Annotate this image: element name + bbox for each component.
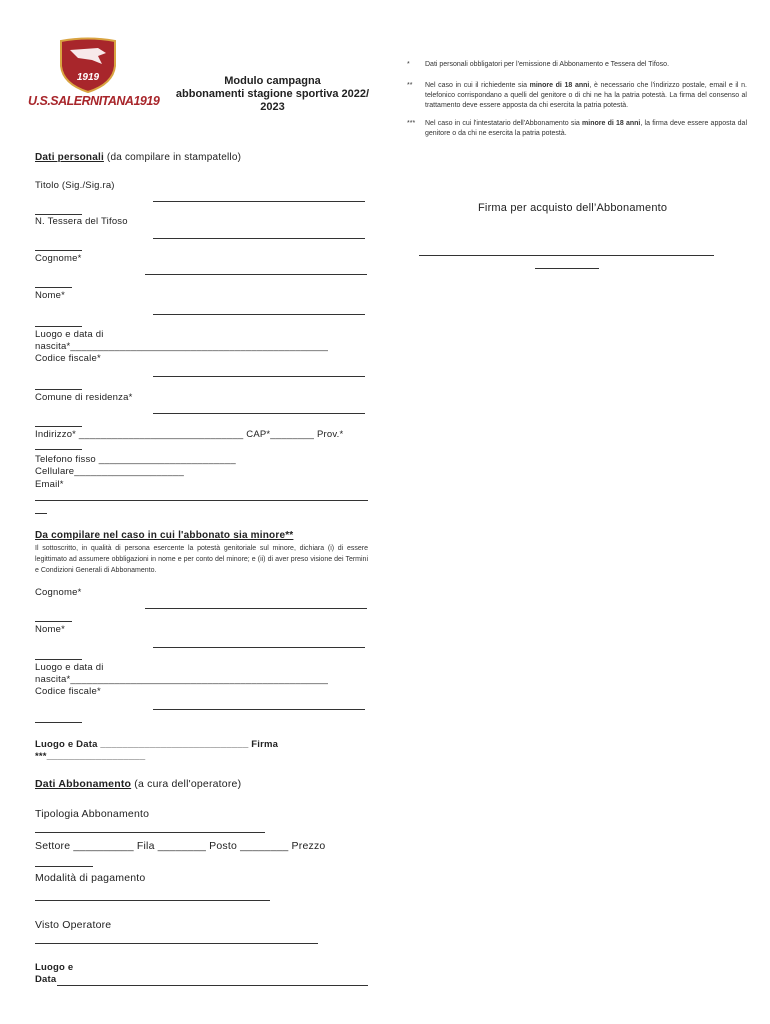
modalita-label: Modalità di pagamento (35, 872, 146, 884)
field-line (35, 449, 82, 450)
email-label: Email* (35, 479, 64, 490)
nome-label: Nome* (35, 290, 66, 301)
tipologia-label: Tipologia Abbonamento (35, 808, 150, 820)
field-line (35, 659, 82, 660)
tipologia-field[interactable] (35, 832, 265, 833)
minor-firma-field[interactable]: ***__________________ (35, 751, 146, 762)
note-text: Dati personali obbligatori per l'emissione di Abbonamento e Tessera del Tifoso. (425, 61, 670, 68)
minor-paragraph: Il sottoscritto, in qualità di persona esercente la potestà genitoriale sul minore, dichiara (i) di essere legittimato ad assumere obbligazioni in nome e per conto del minore; e (ii) di aver preso visione dei Termini e Condizioni Generali di Abbonamento. (35, 545, 368, 574)
sub-luogo-data-field[interactable] (57, 985, 368, 986)
nome-field[interactable] (153, 314, 365, 315)
minor-nome-field[interactable] (153, 647, 365, 648)
field-line (35, 621, 72, 622)
club-wordmark: U.S.SALERNITANA1919 (28, 94, 160, 108)
minor-luogo-data-field[interactable]: Luogo e Data ___________________________ Firma (35, 739, 279, 750)
signature-label: Firma per acquisto dell’Abbonamento (478, 202, 668, 214)
prezzo-field[interactable] (35, 866, 93, 867)
luogo-nascita-label: Luogo e data di (35, 329, 104, 340)
visto-label: Visto Operatore (35, 919, 112, 931)
codice-fiscale-label: Codice fiscale* (35, 353, 101, 364)
personal-heading: Dati personali (da compilare in stampatello) (35, 152, 242, 163)
field-line (35, 250, 82, 251)
sub-data-label: Data (35, 974, 57, 985)
minor-heading: Da compilare nel caso in cui l'abbonato sia minore** (35, 530, 294, 541)
svg-text:1919: 1919 (76, 72, 100, 83)
comune-label: Comune di residenza* (35, 392, 133, 403)
modalita-field[interactable] (35, 900, 270, 901)
field-line (35, 513, 47, 514)
form-title (170, 75, 375, 114)
comune-field[interactable] (153, 413, 365, 414)
titolo-label: Titolo (Sig./Sig.ra) (35, 180, 115, 191)
note-mark: *** (407, 120, 416, 127)
telefono-field[interactable]: Telefono fisso _________________________ (35, 454, 236, 465)
note-text: Nel caso in cui il richiedente sia minore di 18 anni, è necessario che l'indirizzo postale, email e il n. telefonico corrispondano a quelli del genitore o di chi ne ha la patria potestà. La firma del consenso al trattamento deve essere apposta da chi esercita la patria potestà. (425, 82, 747, 109)
indirizzo-field[interactable]: Indirizzo* ______________________________ CAP*________ Prov.* (35, 429, 344, 440)
crest-icon (28, 36, 148, 94)
title-line: Modulo campagna (224, 75, 321, 87)
minor-codice-label: Codice fiscale* (35, 686, 101, 697)
minor-nome-label: Nome* (35, 624, 66, 635)
visto-field[interactable] (35, 943, 318, 944)
tessera-field[interactable] (153, 238, 365, 239)
club-logo (28, 36, 160, 108)
titolo-field[interactable] (153, 201, 365, 202)
nascita-field[interactable]: nascita*_______________________________________________ (35, 341, 329, 352)
field-line (35, 326, 82, 327)
note-text: Nel caso in cui l'intestatario dell'Abbonamento sia minore di 18 anni, la firma deve essere apposta dal genitore o da chi ne esercita la patria potestà. (425, 120, 748, 137)
field-line (35, 214, 82, 215)
note-mark: * (407, 61, 410, 68)
cognome-field[interactable] (145, 274, 367, 275)
tessera-label: N. Tessera del Tifoso (35, 216, 128, 227)
minor-cognome-field[interactable] (145, 608, 367, 609)
signature-field[interactable] (419, 255, 714, 256)
field-line (35, 722, 82, 723)
field-line (35, 389, 82, 390)
settore-fila-posto-prezzo-field[interactable]: Settore __________ Fila ________ Posto ________ Prezzo (35, 840, 326, 852)
codice-fiscale-field[interactable] (153, 376, 365, 377)
title-line: abbonamenti stagione sportiva 2022/ (175, 88, 370, 100)
field-line (35, 426, 82, 427)
sub-luogo-label: Luogo e (35, 962, 74, 973)
field-line (35, 287, 72, 288)
minor-luogo-label: Luogo e data di (35, 662, 104, 673)
note-mark: ** (407, 82, 413, 89)
title-line: 2023 (260, 101, 285, 113)
subscription-heading: Dati Abbonamento (a cura dell'operatore) (35, 778, 242, 790)
cellulare-field[interactable]: Cellulare____________________ (35, 466, 184, 477)
minor-codice-field[interactable] (153, 709, 365, 710)
cognome-label: Cognome* (35, 253, 82, 264)
minor-cognome-label: Cognome* (35, 587, 82, 598)
minor-nascita-field[interactable]: nascita*_______________________________________________ (35, 674, 329, 685)
field-line (535, 268, 599, 269)
email-field[interactable] (35, 500, 368, 501)
